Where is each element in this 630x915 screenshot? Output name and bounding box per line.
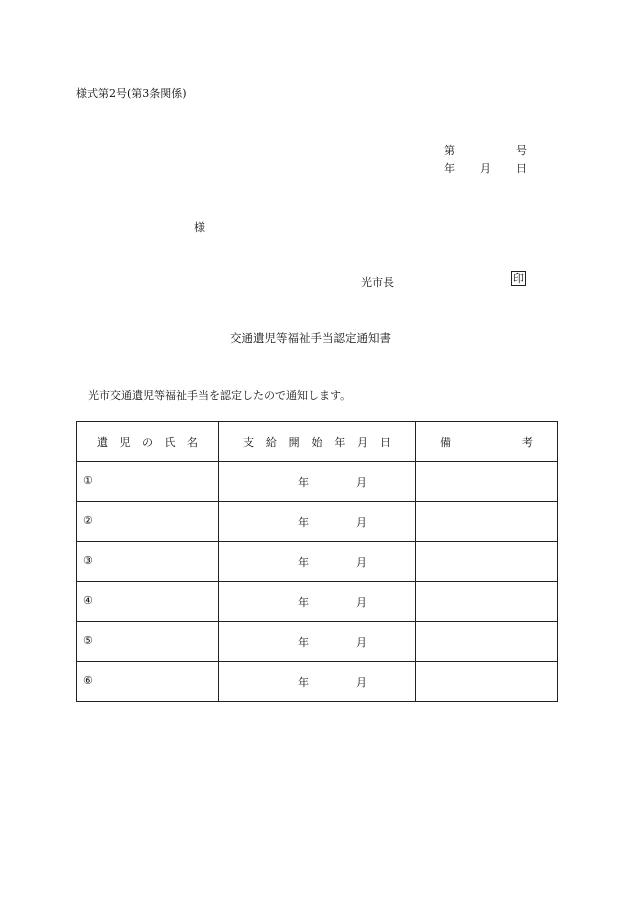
header-char: 給 [265, 435, 277, 449]
month-label: 月 [356, 516, 367, 529]
payment-start-date-cell[interactable] [219, 542, 416, 582]
reference-month: 月 [480, 162, 491, 175]
header-char: 遺 [97, 435, 108, 449]
header-char: 始 [311, 435, 323, 449]
header-char: 氏 [164, 435, 176, 449]
reference-year: 年 [444, 162, 455, 175]
recipient-table [76, 421, 558, 702]
year-label: 年 [298, 636, 309, 649]
header-child-name [77, 422, 219, 462]
header-char: 日 [379, 435, 391, 449]
year-label: 年 [298, 556, 309, 569]
seal-stamp: 印 [513, 272, 524, 285]
header-char: 月 [357, 435, 369, 449]
notice-body-text: 光市交通遺児等福祉手当を認定したので通知します。 [88, 389, 352, 402]
row-number: ① [83, 474, 93, 487]
child-name-cell[interactable] [77, 582, 219, 622]
row-number: ⑥ [83, 674, 93, 687]
table-header-row [77, 422, 558, 462]
payment-start-date-cell[interactable] [219, 462, 416, 502]
header-char: 開 [288, 435, 300, 449]
header-char: 備 [440, 435, 451, 449]
reference-date-line [440, 160, 530, 174]
header-char: 児 [119, 435, 131, 449]
header-char: 名 [187, 435, 198, 449]
table-row [77, 582, 558, 622]
row-number: ④ [83, 594, 93, 607]
header-char: 支 [243, 435, 254, 449]
month-label: 月 [356, 476, 367, 489]
year-label: 年 [298, 676, 309, 689]
year-label: 年 [298, 516, 309, 529]
table-row [77, 622, 558, 662]
table-row [77, 542, 558, 582]
month-label: 月 [356, 556, 367, 569]
month-label: 月 [356, 596, 367, 609]
child-name-cell[interactable] [77, 662, 219, 702]
remarks-cell[interactable] [416, 622, 558, 662]
child-name-cell[interactable] [77, 542, 219, 582]
payment-start-date-cell[interactable] [219, 662, 416, 702]
reference-number-suffix: 号 [516, 144, 527, 157]
header-char: 考 [522, 435, 533, 449]
header-remarks [416, 422, 558, 462]
payment-start-date-cell[interactable] [219, 622, 416, 662]
month-label: 月 [356, 676, 367, 689]
remarks-cell[interactable] [416, 462, 558, 502]
form-number: 様式第2号(第3条関係) [76, 87, 187, 100]
payment-start-date-cell[interactable] [219, 582, 416, 622]
remarks-cell[interactable] [416, 542, 558, 582]
header-payment-start-date [219, 422, 416, 462]
issuer-name: 光市長 [361, 276, 394, 289]
year-label: 年 [298, 596, 309, 609]
addressee-honorific: 様 [194, 221, 205, 234]
table-row [77, 502, 558, 542]
reference-day: 日 [516, 162, 527, 175]
row-number: ② [83, 514, 93, 527]
child-name-cell[interactable] [77, 462, 219, 502]
header-char: 年 [334, 435, 346, 449]
row-number: ⑤ [83, 634, 93, 647]
row-number: ③ [83, 554, 93, 567]
document-title: 交通遺児等福祉手当認定通知書 [230, 331, 391, 345]
year-label: 年 [298, 476, 309, 489]
payment-start-date-cell[interactable] [219, 502, 416, 542]
child-name-cell[interactable] [77, 502, 219, 542]
remarks-cell[interactable] [416, 662, 558, 702]
reference-number-line [440, 142, 530, 156]
remarks-cell[interactable] [416, 582, 558, 622]
month-label: 月 [356, 636, 367, 649]
header-char: の [142, 435, 153, 449]
remarks-cell[interactable] [416, 502, 558, 542]
reference-number-prefix: 第 [444, 144, 455, 157]
child-name-cell[interactable] [77, 622, 219, 662]
table-row [77, 662, 558, 702]
table-row [77, 462, 558, 502]
